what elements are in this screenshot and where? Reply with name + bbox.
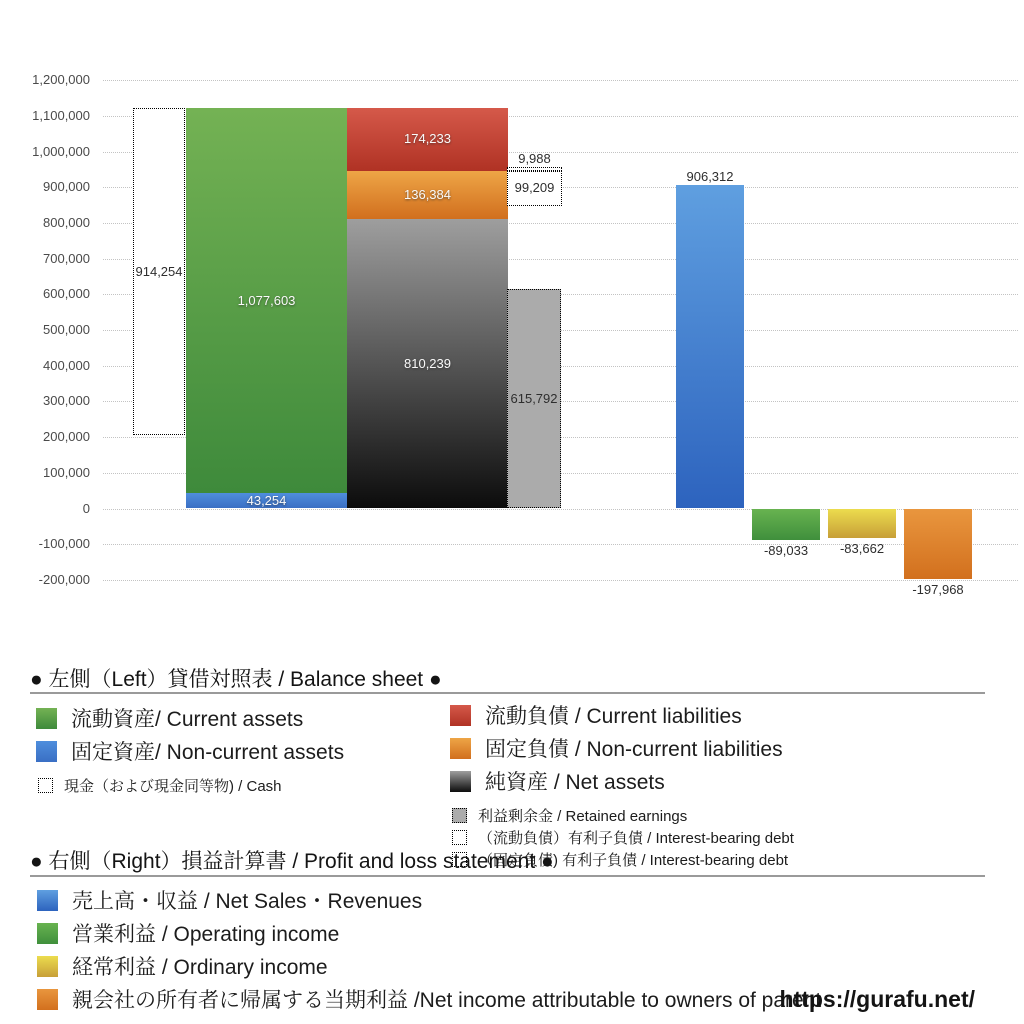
interest-bearing-debt-current-bar-value-label: 9,988 [518,150,551,166]
operating-income-bar [752,509,820,541]
red-swatch-icon [450,705,471,726]
interest-bearing-debt-noncurrent-bar-value-label: 99,209 [514,180,555,196]
y-axis-tick-label: 1,100,000 [32,107,90,123]
balance-sheet-divider [30,692,985,694]
pl-divider [30,875,985,877]
pl-legend-title: ● 右側（Right）損益計算書 / Profit and loss statement ● [30,850,554,873]
net-assets-bar-value-label: 810,239 [404,355,451,371]
ordinary-income-bar [828,509,896,539]
legend-item [36,703,344,733]
blue-swatch-icon [36,741,57,762]
legend-item [450,700,794,730]
y-axis-tick-label: 100,000 [43,464,90,480]
dotted-swatch-icon [452,830,467,845]
legend-label: 経常利益 / Ordinary income [72,956,328,979]
operating-income-bar-value-label: -89,033 [763,543,809,559]
y-axis-tick-label: 0 [82,500,90,516]
legend-label: 営業利益 / Operating income [72,923,340,946]
blue2-swatch-icon [37,890,58,911]
net-income-bar [904,509,972,580]
legend-item [37,918,821,948]
legend-label: 親会社の所有者に帰属する当期利益 /Net income attributable to owners of parent [72,989,822,1012]
legend-item [37,951,821,981]
y-axis-tick-label: 200,000 [43,429,90,445]
legend-label: 固定資産/ Non-current assets [71,741,345,764]
y-axis-tick-label: 700,000 [43,250,90,266]
y-axis-tick-label: 1,200,000 [32,72,90,88]
y-axis-tick-label: 1,000,000 [32,143,90,159]
dark-swatch-icon [450,771,471,792]
y-axis-tick-label: 600,000 [43,286,90,302]
net-sales-revenues-bar [676,185,744,509]
cash-outline-bar-value-label: 914,254 [135,263,183,279]
legend-label: 売上高・収益 / Net Sales・Revenues [72,890,423,913]
non-current-assets-bar-value-label: 43,254 [246,492,287,508]
gridline--200000 [103,580,1018,581]
legend-label: 流動負債 / Current liabilities [485,705,742,728]
non-current-liabilities-bar-value-label: 136,384 [404,186,451,202]
yellow-swatch-icon [37,956,58,977]
y-axis-tick-label: -100,000 [38,536,90,552]
pl-legend-column [37,885,821,1017]
legend-item [450,766,794,796]
legend-label: 固定負債 / Non-current liabilities [485,738,783,761]
y-axis-tick-label: 800,000 [43,214,90,230]
legend-label: （固定負債) 有利子負債 / Interest-bearing debt [478,852,789,869]
legend-item [36,736,344,766]
y-axis-tick-label: 300,000 [43,393,90,409]
y-axis-tick-label: -200,000 [38,571,90,587]
green-swatch-icon [36,708,57,729]
y-axis-tick-label: 400,000 [43,357,90,373]
legend-item [450,733,794,763]
legend-item [450,805,794,826]
balance-sheet-legend-title: ● 左側（Left）貸借対照表 / Balance sheet ● [30,668,442,691]
balance-sheet-legend-assets-column [36,703,344,797]
retained-earnings-bar-value-label: 615,792 [510,390,558,406]
current-assets-bar-value-label: 1,077,603 [237,292,296,308]
gray-dotted-swatch-icon [452,808,467,823]
ordinary-income-bar-value-label: -83,662 [839,541,885,557]
dotted-swatch-icon [38,778,53,793]
orange-swatch-icon [450,738,471,759]
gridline-1200000 [103,80,1018,81]
net-income-bar-value-label: -197,968 [912,582,964,598]
green2-swatch-icon [37,923,58,944]
legend-label: 利益剰余金 / Retained earnings [478,808,688,825]
legend-label: 純資産 / Net assets [485,771,665,794]
orange2-swatch-icon [37,989,58,1010]
legend-item [37,885,821,915]
y-axis-tick-label: 900,000 [43,179,90,195]
legend-item [37,984,821,1014]
y-axis-tick-label: 500,000 [43,322,90,337]
site-url[interactable]: https://gurafu.net/ [779,986,975,1012]
current-liabilities-bar-value-label: 174,233 [404,131,451,147]
legend-item [36,775,344,796]
legend-label: 現金（および現金同等物) / Cash [64,778,282,795]
net-sales-revenues-bar-value-label: 906,312 [686,168,734,184]
legend-label: 流動資産/ Current assets [71,708,304,731]
legend-label: （流動負債）有利子負債 / Interest-bearing debt [478,830,794,847]
